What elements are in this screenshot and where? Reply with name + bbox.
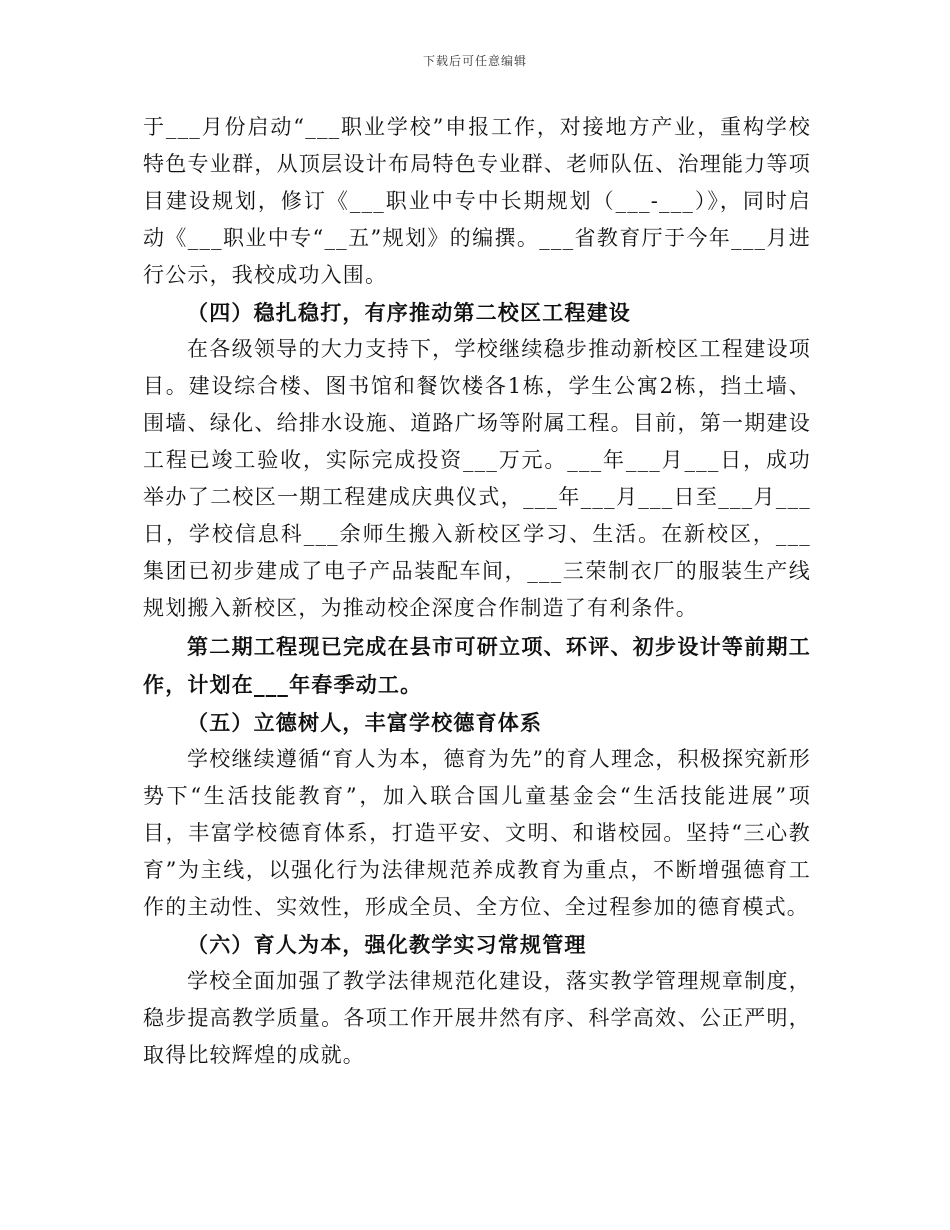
- heading-moral-education: （五）立德树人，丰富学校德育体系: [187, 710, 543, 735]
- page-header: 下载后可任意编辑: [422, 54, 527, 68]
- paragraph-project-application: 于___月份启动“___职业学校”申报工作，对接地方产业，重构学校特色专业群，从顶层设计布局特色专业群、老师队伍、治理能力等项目建设规划，修订《___职业中专中长期规划（___-___）》，同时启动《___职业中专“__五”规划》的编撰。___省教育厅于今年___月进行公示，我校成功入围。: [143, 115, 811, 287]
- paragraph-teaching-management: 学校全面加强了教学法律规范化建设，落实教学管理规章制度，稳步提高教学质量。各项工作开展井然有序、科学高效、公正严明，取得比较辉煌的成就。: [143, 969, 811, 1067]
- heading-campus-construction: （四）稳扎稳打，有序推动第二校区工程建设: [187, 300, 631, 325]
- document-body: [143, 109, 811, 1074]
- paragraph-moral-education: 学校继续遵循“育人为本，德育为先”的育人理念，积极探究新形势下“生活技能教育”，加入联合国儿童基金会“生活技能进展”项目，丰富学校德育体系，打造平安、文明、和谐校园。坚持“三心教育”为主线，以强化行为法律规范养成教育为重点，不断增强德育工作的主动性、实效性，形成全员、全方位、全过程参加的德育模式。: [143, 747, 811, 919]
- paragraph-phase-two: 第二期工程现已完成在县市可研立项、环评、初步设计等前期工作，计划在___年春季动工。: [143, 634, 811, 697]
- paragraph-campus-construction: 在各级领导的大力支持下，学校继续稳步推动新校区工程建设项目。建设综合楼、图书馆和餐饮楼各1栋，学生公寓2栋，挡土墙、围墙、绿化、给排水设施、道路广场等附属工程。目前，第一期建设工程已竣工验收，实际完成投资___万元。___年___月___日，成功举办了二校区一期工程建成庆典仪式，___年___月___日至___月___日，学校信息科___余师生搬入新校区学习、生活。在新校区，___集团已初步建成了电子产品装配车间，___三荣制衣厂的服装生产线规划搬入新校区，为推动校企深度合作制造了有利条件。: [143, 337, 811, 620]
- heading-teaching-management: （六）育人为本，强化教学实习常规管理: [187, 932, 587, 957]
